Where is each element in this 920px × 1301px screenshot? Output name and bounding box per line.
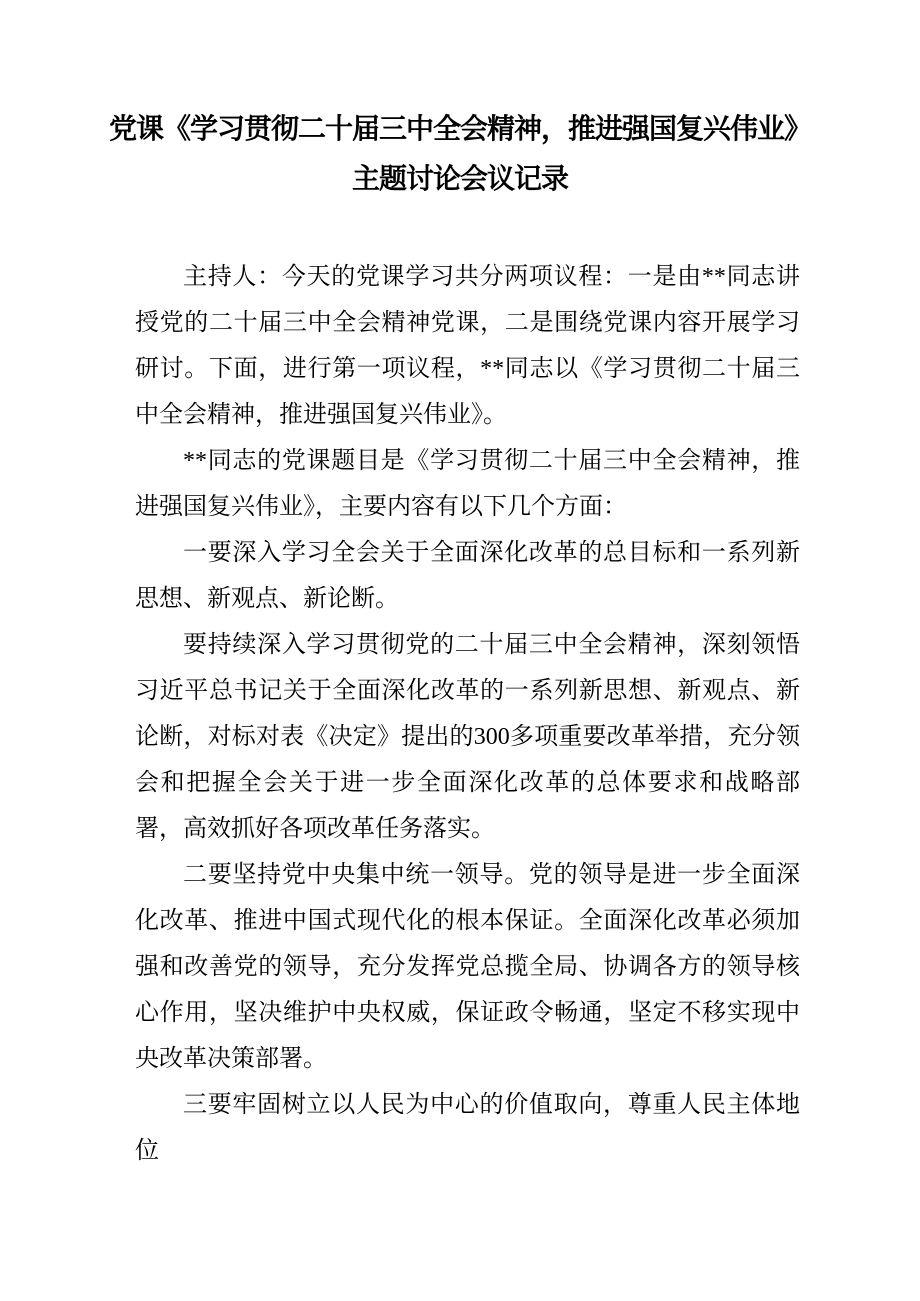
paragraph-1: 主持人：今天的党课学习共分两项议程：一是由**同志讲授党的二十届三中全会精神党课，二是围绕党课内容开展学习研讨。下面，进行第一项议程，**同志以《学习贯彻二十届三中全会精神，推进强国复兴伟业》。: [135, 264, 800, 428]
document-title: [60, 104, 860, 204]
document-title-line-1: 党课《学习贯彻二十届三中全会精神，推进强国复兴伟业》: [108, 113, 811, 144]
document-title-line-2: 主题讨论会议记录: [351, 163, 568, 194]
paragraph-5: 二要坚持党中央集中统一领导。党的领导是进一步全面深化改革、推进中国式现代化的根本保证。全面深化改革必须加强和改善党的领导，充分发挥党总揽全局、协调各方的领导核心作用，坚决维护中央权威，保证政令畅通，坚定不移实现中央改革决策部署。: [135, 862, 800, 1072]
paragraph-6: 三要牢固树立以人民为中心的价值取向，尊重人民主体地位: [135, 1092, 800, 1164]
paragraph-4: 要持续深入学习贯彻党的二十届三中全会精神，深刻领悟习近平总书记关于全面深化改革的一系列新思想、新观点、新论断，对标对表《决定》提出的300多项重要改革举措，充分领会和把握全会关于进一步全面深化改革的总体要求和战略部署，高效抓好各项改革任务落实。: [135, 632, 800, 842]
paragraph-2: **同志的党课题目是《学习贯彻二十届三中全会精神，推进强国复兴伟业》，主要内容有以下几个方面：: [135, 448, 800, 520]
paragraph-3: 一要深入学习全会关于全面深化改革的总目标和一系列新思想、新观点、新论断。: [135, 540, 800, 612]
document-body: [135, 254, 800, 1174]
